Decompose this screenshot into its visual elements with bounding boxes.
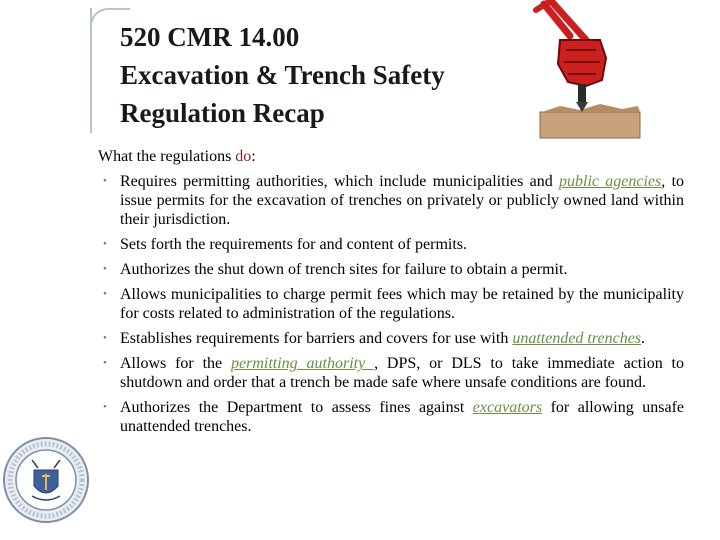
regulation-bullet-item <box>100 172 684 229</box>
bullet-text: Requires permitting authorities, which include municipalities and <box>120 173 560 190</box>
bullet-marker-icon: • <box>103 288 107 300</box>
bullet-text: Sets forth the requirements for and content of permits. <box>120 236 468 253</box>
bullet-text: Authorizes the shut down of trench sites for failure to obtain a permit. <box>120 261 568 278</box>
intro-suffix: : <box>251 148 256 165</box>
bullet-marker-icon: • <box>103 263 107 275</box>
bullet-text: Establishes requirements for barriers and covers for use with <box>120 330 513 347</box>
title-line-3: Regulation Recap <box>120 98 325 128</box>
bullet-text: . <box>641 330 646 347</box>
glossary-link[interactable]: public agencies <box>559 173 662 190</box>
massachusetts-seal-icon <box>2 436 90 524</box>
bullet-text: Authorizes the Department to assess fines against <box>120 399 473 416</box>
bullet-marker-icon: • <box>103 332 107 344</box>
bullet-marker-icon: • <box>103 401 107 413</box>
bullet-text: Allows for the <box>120 355 232 372</box>
regulation-bullet-item <box>100 260 684 279</box>
title-line-1: 520 CMR 14.00 <box>120 22 300 52</box>
bullet-text: , to issue permits for the excavation of trenches on privately or publicly owned land within their jurisdiction. <box>120 173 685 228</box>
glossary-link[interactable]: excavators <box>472 399 543 416</box>
regulation-bullet-item <box>100 329 684 348</box>
jackhammer-clipart-icon <box>530 0 650 145</box>
bullet-marker-icon: • <box>103 175 107 187</box>
regulation-bullet-item <box>100 235 684 254</box>
slide-title <box>120 18 530 132</box>
regulation-bullet-item <box>100 285 684 323</box>
bullet-text: , DPS, or DLS to take immediate action to shutdown and order that a trench be made safe where unsafe conditions are found. <box>120 355 684 391</box>
bullet-text: for allowing unsafe unattended trenches. <box>120 399 685 435</box>
intro-prefix: What the regulations <box>98 148 236 165</box>
regulation-bullet-list <box>100 172 684 442</box>
title-line-2: Excavation & Trench Safety <box>120 60 445 90</box>
bullet-text: Allows municipalities to charge permit fees which may be retained by the municipality for costs related to administration of the regulations. <box>120 286 684 322</box>
regulation-bullet-item <box>100 354 684 392</box>
glossary-link[interactable]: unattended trenches <box>512 330 642 347</box>
bullet-marker-icon: • <box>103 357 107 369</box>
bullet-marker-icon: • <box>103 238 107 250</box>
intro-text <box>98 147 256 167</box>
glossary-link[interactable]: permitting authority <box>231 355 375 372</box>
intro-keyword: do <box>235 148 252 165</box>
regulation-bullet-item <box>100 398 684 436</box>
